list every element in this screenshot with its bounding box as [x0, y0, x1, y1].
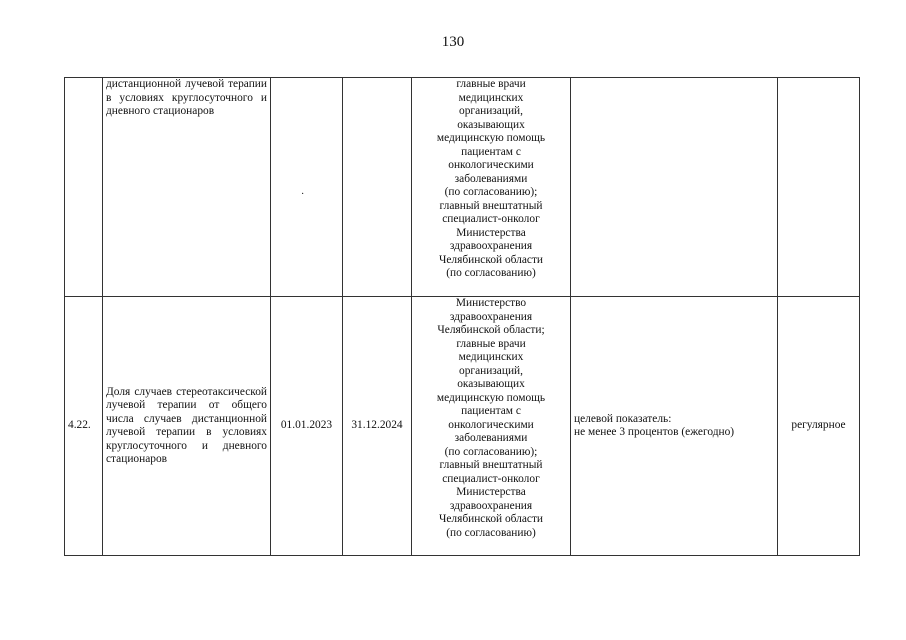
table-row: [65, 78, 860, 297]
indicator-name: дистанционной лучевой терапии в условиях круглосуточного и дневного стационаров: [106, 78, 267, 117]
responsible-line: медицинских: [458, 351, 524, 363]
responsible-line: пациентам с: [461, 405, 521, 417]
responsible-line: специалист-онколог: [442, 213, 540, 225]
cell-number: [65, 78, 103, 297]
responsible-line: медицинских: [458, 91, 524, 104]
cell-type: [778, 78, 860, 297]
cell-indicator-name: [103, 78, 271, 297]
cell-expected-result: [571, 78, 778, 297]
cell-responsible: [412, 297, 571, 556]
responsible-line: главные врачи: [456, 78, 526, 90]
cell-number: 4.22.: [65, 297, 103, 556]
cell-end-date: [343, 78, 412, 297]
responsible-line: (по согласованию);: [444, 186, 538, 198]
responsible-line: главные врачи: [456, 337, 526, 350]
responsible-line: Челябинской области: [438, 513, 544, 525]
page-number: 130: [441, 34, 465, 50]
cell-expected-result: [571, 297, 778, 556]
responsible-line: медицинскую помощь: [436, 132, 546, 144]
cell-end-date: 31.12.2024: [343, 297, 412, 556]
measures-table: [64, 77, 860, 556]
responsible-line: онкологическими: [448, 418, 534, 431]
cell-start-date: [271, 78, 343, 297]
responsible-line: заболеваниями: [454, 432, 528, 444]
responsible-line: специалист-онколог: [442, 472, 540, 485]
result-line: целевой показатель:: [574, 412, 672, 425]
responsible-line: оказывающих: [457, 378, 525, 390]
cell-indicator-name: [103, 297, 271, 556]
responsible-line: здравоохранения: [449, 240, 533, 252]
responsible-line: Челябинской области;: [437, 324, 545, 336]
responsible-line: Министерства: [456, 226, 526, 239]
cell-responsible: [412, 78, 571, 297]
responsible-line: организаций,: [459, 105, 523, 117]
responsible-line: медицинскую помощь: [436, 391, 546, 404]
cell-type: регулярное: [778, 297, 860, 556]
responsible-line: (по согласованию): [446, 267, 536, 279]
indicator-name: Доля случаев стереотаксической лучевой терапии от общего числа случаев дистанционной лучевой терапии в условиях круглосуточного и дневного стационаров: [106, 385, 267, 465]
scan-speck: ·: [301, 189, 305, 200]
responsible-line: Министерство: [455, 297, 527, 309]
responsible-line: онкологическими: [448, 159, 534, 171]
responsible-line: заболеваниями: [454, 172, 528, 185]
responsible-line: (по согласованию);: [444, 445, 538, 458]
responsible-line: главный внештатный: [439, 199, 543, 212]
responsible-line: здравоохранения: [449, 499, 533, 512]
responsible-line: Министерства: [456, 486, 526, 498]
cell-start-date: 01.01.2023: [271, 297, 343, 556]
responsible-line: главный внештатный: [439, 459, 543, 471]
responsible-line: (по согласованию): [446, 526, 536, 539]
responsible-line: организаций,: [459, 364, 523, 377]
responsible-line: оказывающих: [457, 118, 525, 131]
responsible-line: Челябинской области: [438, 253, 544, 266]
responsible-line: здравоохранения: [449, 310, 533, 323]
responsible-line: пациентам с: [461, 145, 521, 158]
table-row: [65, 297, 860, 556]
result-line: не менее 3 процентов (ежегодно): [574, 426, 735, 438]
